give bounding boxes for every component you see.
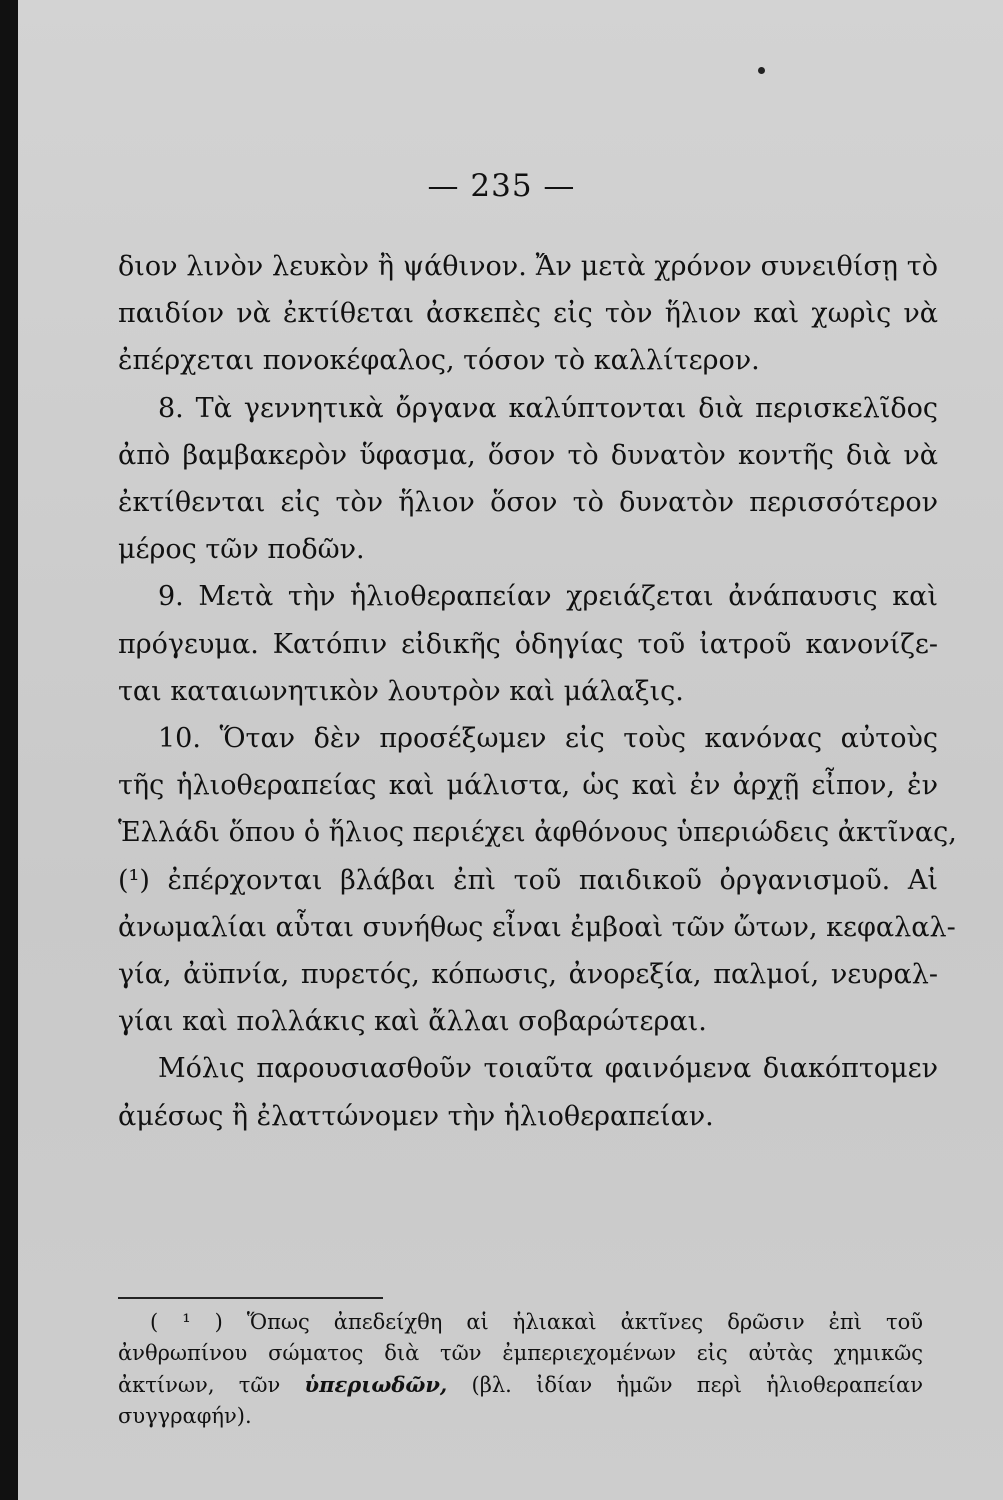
text-line: γία, ἀϋπνία, πυρετός, κόπωσις, ἀνορεξία, παλμοί, νευραλ- — [118, 959, 938, 991]
footnote-line: ( ¹ ) Ὅπως ἀπεδείχθη αἱ ἡλιακαὶ ἀκτῖνες δρῶσιν ἐπὶ τοῦ — [150, 1310, 923, 1334]
text-line: ται καταιωνητικὸν λουτρὸν καὶ μάλαξις. — [118, 675, 684, 707]
text-line: ἀνωμαλίαι αὗται συνήθως εἶναι ἐμβοαὶ τῶν ὤτων, κεφαλαλ- — [118, 911, 956, 943]
text-line: Μόλις παρουσιασθοῦν τοιαῦτα φαινόμενα διακόπτομεν — [158, 1053, 938, 1085]
text-line: τῆς ἡλιοθεραπείας καὶ μάλιστα, ὡς καὶ ἐν ἀρχῇ εἶπον, ἐν — [118, 770, 938, 802]
footnote-line: ἀνθρωπίνου σώματος διὰ τῶν ἐμπεριεχομένων εἰς αὐτὰς χημικῶς — [118, 1341, 923, 1365]
text-line: ἀπὸ βαμβακερὸν ὕφασμα, ὅσον τὸ δυνατὸν κοντῆς διὰ νὰ — [118, 439, 938, 471]
text-line: 10. Ὅταν δὲν προσέξωμεν εἰς τοὺς κανόνας αὐτοὺς — [158, 723, 938, 755]
text-line: μέρος τῶν ποδῶν. — [118, 534, 365, 566]
text-line: πρόγευμα. Κατόπιν εἰδικῆς ὁδηγίας τοῦ ἰατροῦ κανονίζε- — [118, 628, 938, 660]
text-line: παιδίον νὰ ἐκτίθεται ἀσκεπὲς εἰς τὸν ἥλιον καὶ χωρὶς νὰ — [118, 298, 938, 330]
footnote-text: ἀκτίνων, τῶν — [118, 1373, 281, 1397]
text-line: ἀμέσως ἢ ἐλαττώνομεν τὴν ἡλιοθεραπείαν. — [118, 1100, 714, 1132]
page-number: — 235 — — [427, 168, 576, 204]
text-line: Ἑλλάδι ὅπου ὁ ἥλιος περιέχει ἀφθόνους ὑπεριώδεις ἀκτῖνας, — [118, 817, 957, 849]
text-line: γίαι καὶ πολλάκις καὶ ἄλλαι σοβαρώτεραι. — [118, 1006, 707, 1038]
footnote-line: συγγραφήν). — [118, 1404, 252, 1428]
text-line: 8. Τὰ γεννητικὰ ὄργανα καλύπτονται διὰ περισκελῖδος — [158, 392, 938, 424]
text-line: ἐπέρχεται πονοκέφαλος, τόσον τὸ καλλίτερον. — [118, 345, 760, 377]
footnote — [118, 1307, 923, 1432]
footnote-text: (βλ. ἰδίαν ἡμῶν περὶ ἡλιοθεραπείαν — [471, 1373, 923, 1397]
text-line: ἐκτίθενται εἰς τὸν ἥλιον ὅσον τὸ δυνατὸν περισσότερον — [118, 487, 938, 519]
footnote-emphasis: ὑπεριωδῶν, — [304, 1372, 448, 1397]
ink-speck — [758, 67, 765, 74]
footnote-rule — [118, 1297, 383, 1299]
text-line: (¹) ἐπέρχονται βλάβαι ἐπὶ τοῦ παιδικοῦ ὀργανισμοῦ. Αἱ — [118, 864, 938, 896]
footnote-line — [118, 1369, 923, 1401]
text-line: διον λινὸν λευκὸν ἢ ψάθινον. Ἄν μετὰ χρόνον συνειθίσῃ τὸ — [118, 251, 938, 282]
main-text — [118, 243, 957, 1140]
page-edge-shadow — [0, 0, 18, 1500]
text-line: 9. Μετὰ τὴν ἡλιοθεραπείαν χρειάζεται ἀνάπαυσις καὶ — [158, 581, 938, 613]
